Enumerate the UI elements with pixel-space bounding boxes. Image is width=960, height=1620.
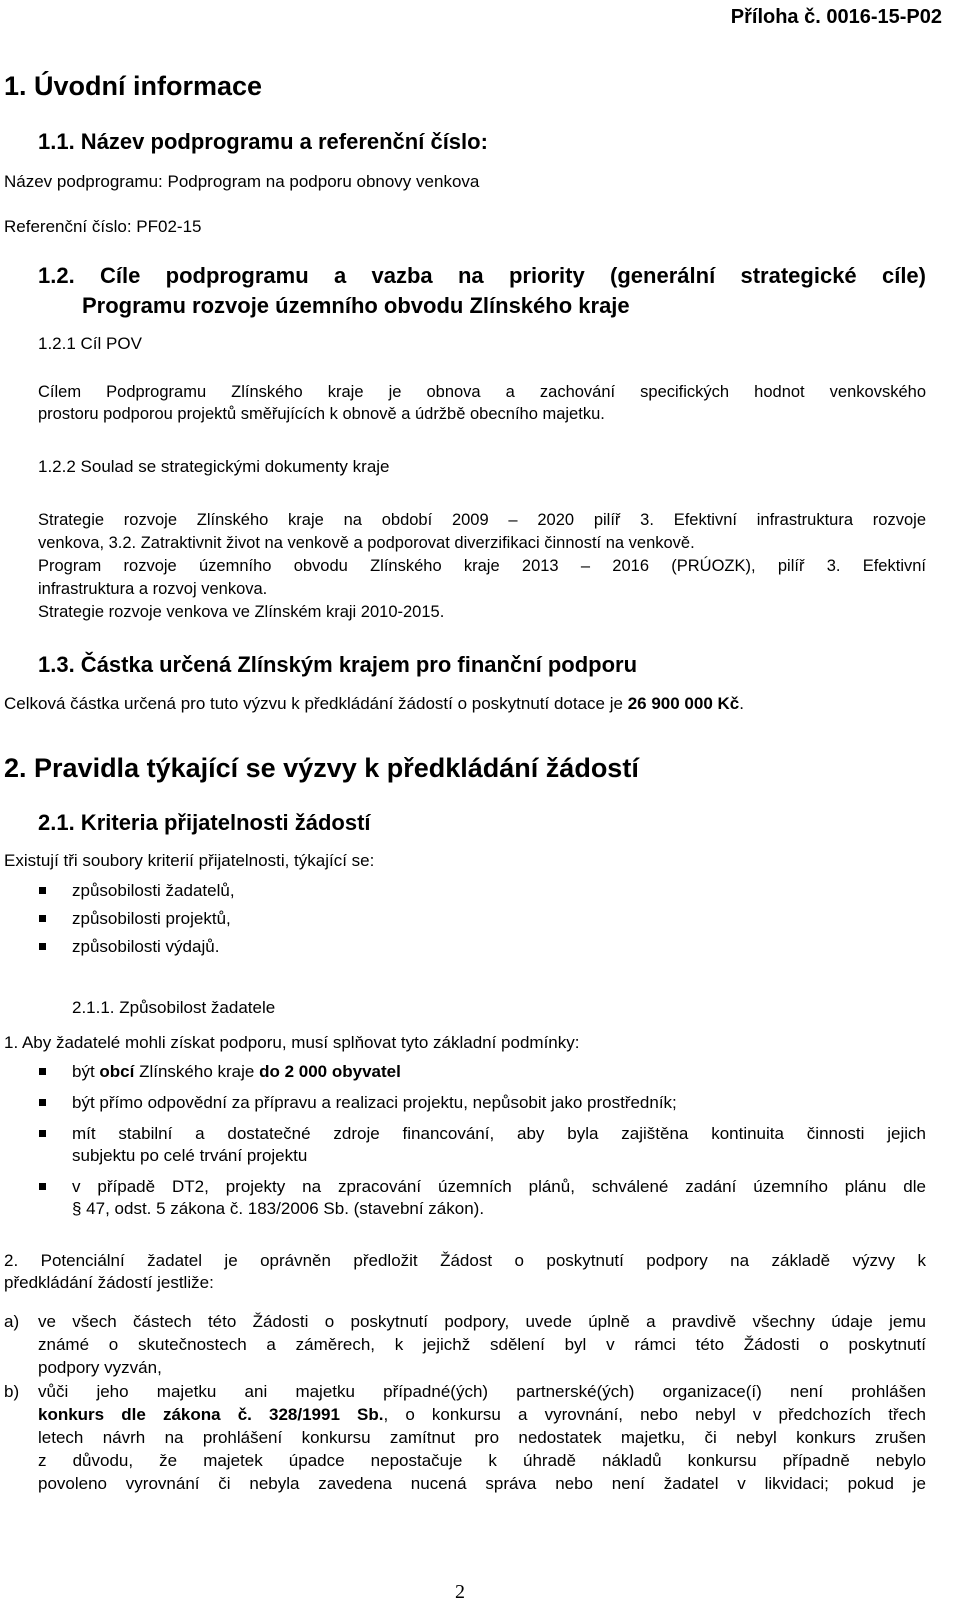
condition-item-1 [72, 1061, 401, 1083]
attachment-label: Příloha č. 0016-15-P02 [730, 6, 942, 28]
item-b-line2 [38, 1404, 926, 1426]
item-b-label: b) [4, 1382, 20, 1401]
item-b-line1: vůči jeho majetku ani majetku případné(ých) partnerské(ých) organizace(í) není prohlášen [38, 1382, 926, 1401]
total-amount-paragraph [4, 693, 744, 715]
total-amount-end: . [739, 694, 744, 713]
bankruptcy-act-reference: konkurs dle zákona č. 328/1991 Sb. [38, 1405, 384, 1424]
item-a-line3: podpory vyzván, [38, 1358, 162, 1377]
item-b-line3: letech návrh na prohlášení konkursu zamítnut pro nedostatek majetku, či nebyl konkurs zrušen [38, 1428, 926, 1447]
condition-item-3-line1: mít stabilní a dostatečné zdroje financování, aby byla zajištěna kontinuita činnosti jejich [72, 1124, 926, 1143]
condition-1-text-c: Zlínského kraje [134, 1062, 260, 1081]
item-b-line4: z důvodu, že majetek úpadce nepostačuje k úhradě nákladů konkursu případně nebylo [38, 1451, 926, 1470]
condition-1-text-a: být [72, 1062, 100, 1081]
condition-item-4-line1: v případě DT2, projekty na zpracování územních plánů, schválené zadání územního plánu dle [72, 1177, 926, 1196]
item-a-line1: ve všech částech této Žádosti o poskytnutí podpory, uvede úplně a pravdivě všechny údaje jemu [38, 1312, 926, 1331]
condition-1-municipality: obcí [99, 1062, 135, 1081]
criteria-item-3: způsobilosti výdajů. [72, 937, 220, 956]
section-1-1-heading: 1.1. Název podprogramu a referenční číslo: [38, 129, 488, 154]
goal-paragraph-line2: prostoru podporou projektů směřujících k obnově a údržbě obecního majetku. [38, 405, 605, 423]
section-1-heading: 1. Úvodní informace [4, 71, 263, 101]
strategy-line-1: Strategie rozvoje Zlínského kraje na období 2009 – 2020 pilíř 3. Efektivní infrastruktura rozvoje [38, 511, 926, 529]
section-1-2-2-heading: 1.2.2 Soulad se strategickými dokumenty kraje [38, 457, 390, 476]
condition-1-population: do 2 000 obyvatel [259, 1062, 401, 1081]
criteria-intro: Existují tři soubory kriterií přijatelnosti, týkající se: [4, 851, 375, 870]
criteria-item-2: způsobilosti projektů, [72, 909, 231, 928]
total-amount-text: Celková částka určená pro tuto výzvu k předkládání žádostí o poskytnutí dotace je [4, 694, 628, 713]
condition-item-3-line2: subjektu po celé trvání projektu [72, 1146, 308, 1165]
section-1-3-heading: 1.3. Částka určená Zlínským krajem pro finanční podporu [38, 652, 638, 677]
bullet-icon [39, 943, 46, 950]
bullet-icon [39, 1183, 46, 1190]
eligibility-paragraph-line1: 2. Potenciální žadatel je oprávněn předložit Žádost o poskytnutí podpory na základě výzvy k [4, 1251, 926, 1270]
bullet-icon [39, 1068, 46, 1075]
section-2-1-heading: 2.1. Kriteria přijatelnosti žádostí [38, 810, 371, 835]
reference-number: Referenční číslo: PF02-15 [4, 217, 202, 236]
section-2-heading: 2. Pravidla týkající se výzvy k předkládání žádostí [4, 753, 639, 783]
strategy-line-4: infrastruktura a rozvoj venkova. [38, 580, 268, 598]
conditions-intro: 1. Aby žadatelé mohli získat podporu, musí splňovat tyto základní podmínky: [4, 1033, 580, 1052]
bullet-icon [39, 915, 46, 922]
item-a-line2: známé o skutečnostech a záměrech, k jejichž sdělení byl v rámci této Žádosti o poskytnutí [38, 1335, 926, 1354]
condition-item-2: být přímo odpovědní za přípravu a realizaci projektu, nepůsobit jako prostředník; [72, 1093, 677, 1112]
item-b-line2-rest: , o konkursu a vyrovnání, nebo nebyl v předchozích třech [383, 1405, 926, 1424]
section-1-2-heading-line1: 1.2. Cíle podprogramu a vazba na priority (generální strategické cíle) [38, 263, 926, 288]
total-amount-value: 26 900 000 Kč [627, 694, 740, 713]
condition-item-4-line2: § 47, odst. 5 zákona č. 183/2006 Sb. (stavební zákon). [72, 1199, 485, 1218]
criteria-item-1: způsobilosti žadatelů, [72, 881, 235, 900]
section-2-1-1-heading: 2.1.1. Způsobilost žadatele [72, 998, 276, 1017]
bullet-icon [39, 1130, 46, 1137]
section-1-2-1-heading: 1.2.1 Cíl POV [38, 334, 142, 353]
section-1-2-heading-line2: Programu rozvoje územního obvodu Zlínského kraje [82, 293, 630, 318]
bullet-icon [39, 1099, 46, 1106]
goal-paragraph-line1: Cílem Podprogramu Zlínského kraje je obnova a zachování specifických hodnot venkovského [38, 383, 926, 401]
strategy-line-5: Strategie rozvoje venkova ve Zlínském kraji 2010-2015. [38, 603, 445, 621]
item-a-label: a) [4, 1312, 20, 1331]
eligibility-paragraph-line2: předkládání žádostí jestliže: [4, 1273, 214, 1292]
strategy-line-3: Program rozvoje územního obvodu Zlínského kraje 2013 – 2016 (PRÚOZK), pilíř 3. Efektivní [38, 557, 926, 575]
subprogram-name: Název podprogramu: Podprogram na podporu obnovy venkova [4, 172, 480, 191]
strategy-line-2: venkova, 3.2. Zatraktivnit život na venkově a podporovat diverzifikaci činností na venkově. [38, 534, 695, 552]
page-number: 2 [455, 1581, 465, 1603]
item-b-line5: povoleno vyrovnání či nebyla zavedena nucená správa nebo není žadatel v likvidaci; pokud je [38, 1474, 926, 1493]
bullet-icon [39, 887, 46, 894]
